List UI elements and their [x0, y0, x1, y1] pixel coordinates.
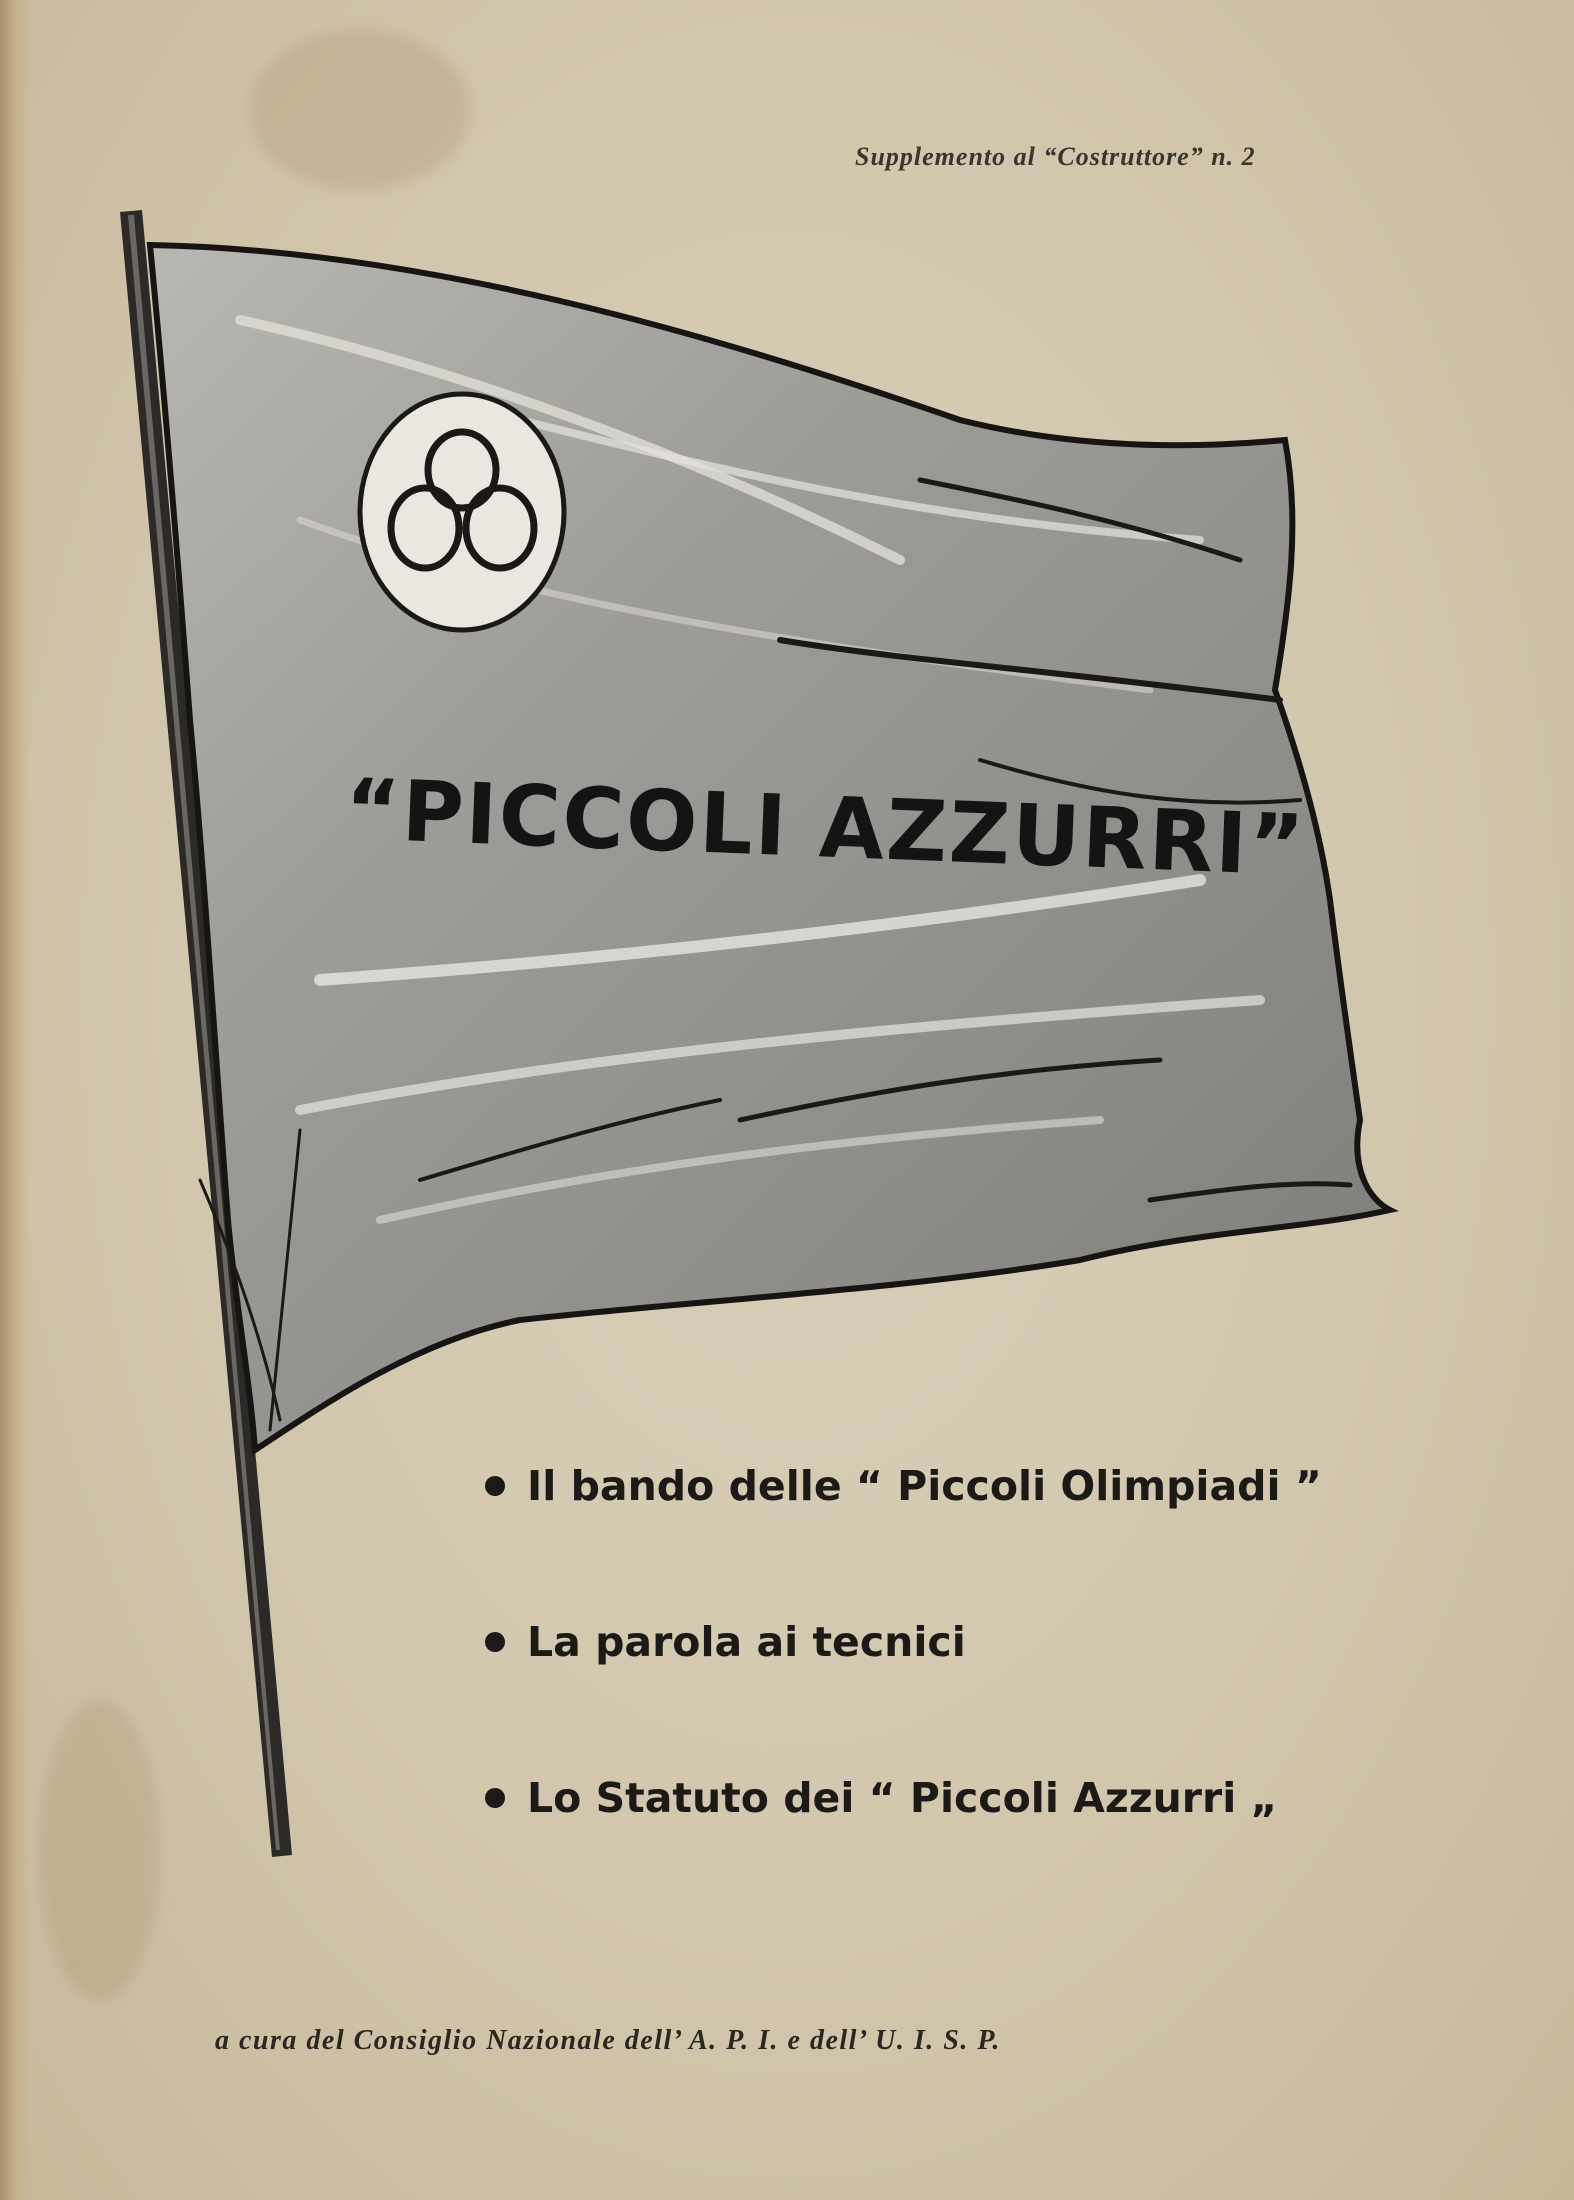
olympic-rings-icon: [360, 394, 564, 630]
list-item-text: La parola ai tecnici: [527, 1618, 966, 1666]
bullet-icon: [485, 1788, 505, 1808]
credit-line: a cura del Consiglio Nazionale dell’ A. P. I. e dell’ U. I. S. P.: [215, 2025, 1001, 2056]
list-item-text: Lo Statuto dei “ Piccoli Azzurri „: [527, 1774, 1278, 1822]
list-item: [485, 1770, 1435, 1826]
list-item: [485, 1458, 1435, 1514]
bullet-icon: [485, 1632, 505, 1652]
supplement-note: Supplemento al “Costruttore” n. 2: [855, 142, 1256, 171]
flag-banner-title: “PICCOLI AZZURRI”: [343, 760, 1308, 895]
bullet-icon: [485, 1476, 505, 1496]
list-item-text: Il bando delle “ Piccoli Olimpiadi ”: [527, 1462, 1322, 1510]
list-item: [485, 1614, 1435, 1670]
contents-list: [485, 1458, 1435, 1926]
